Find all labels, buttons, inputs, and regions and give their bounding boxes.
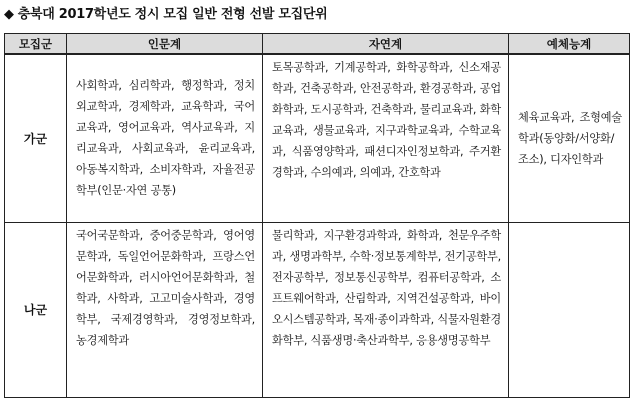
group-label: 가군	[5, 54, 67, 222]
table-header-row	[5, 34, 630, 55]
header-natural: 자연계	[263, 34, 509, 55]
header-group: 모집군	[5, 34, 67, 55]
header-arts: 예체능계	[509, 34, 630, 55]
group-label: 나군	[5, 222, 67, 397]
arts-cell: 체육교육과, 조형예술학과(동양화/서양화/조소), 디자인학과	[509, 54, 630, 222]
humanities-cell: 국어국문학과, 중어중문학과, 영어영문학과, 독일언어문화학과, 프랑스언어문화학과, 러시아언어문화학과, 철학과, 사학과, 고고미술사학과, 경영학부, 국제경영학과, 경영정보학과, 농경제학과	[67, 222, 263, 397]
natural-cell: 물리학과, 지구환경과학과, 화학과, 천문우주학과, 생명과학부, 수학·정보통계학부, 전기공학부, 전자공학부, 정보통신공학부, 컴퓨터공학과, 소프트웨어학과, 산림학과, 지역건설공학과, 바이오시스템공학과, 목재·종이과학과, 식물자원환경화학부, 식품생명·축산과학부, 응용생명공학부	[263, 222, 509, 397]
header-humanities: 인문계	[67, 34, 263, 55]
table-row-na	[5, 222, 630, 397]
admission-units-table	[4, 33, 630, 398]
arts-cell	[509, 222, 630, 397]
natural-cell: 토목공학과, 기계공학과, 화학공학과, 신소재공학과, 건축공학과, 안전공학과, 환경공학과, 공업화학과, 도시공학과, 건축학과, 물리교육과, 화학교육과, 생물교육과, 지구과학교육과, 수학교육과, 식품영양학과, 패션디자인정보학과, 주거환경학과, 수의예과, 의예과, 간호학과	[263, 54, 509, 222]
table-row-ga	[5, 54, 630, 222]
humanities-cell: 사회학과, 심리학과, 행정학과, 정치외교학과, 경제학과, 교육학과, 국어교육과, 영어교육과, 역사교육과, 지리교육과, 사회교육과, 윤리교육과, 아동복지학과, 소비자학과, 자율전공학부(인문·자연 공통)	[67, 54, 263, 222]
title-text: 충북대 2017학년도 정시 모집 일반 전형 선발 모집단위	[17, 7, 328, 22]
diamond-bullet-icon: ◆	[4, 7, 14, 22]
page-title	[4, 5, 327, 25]
